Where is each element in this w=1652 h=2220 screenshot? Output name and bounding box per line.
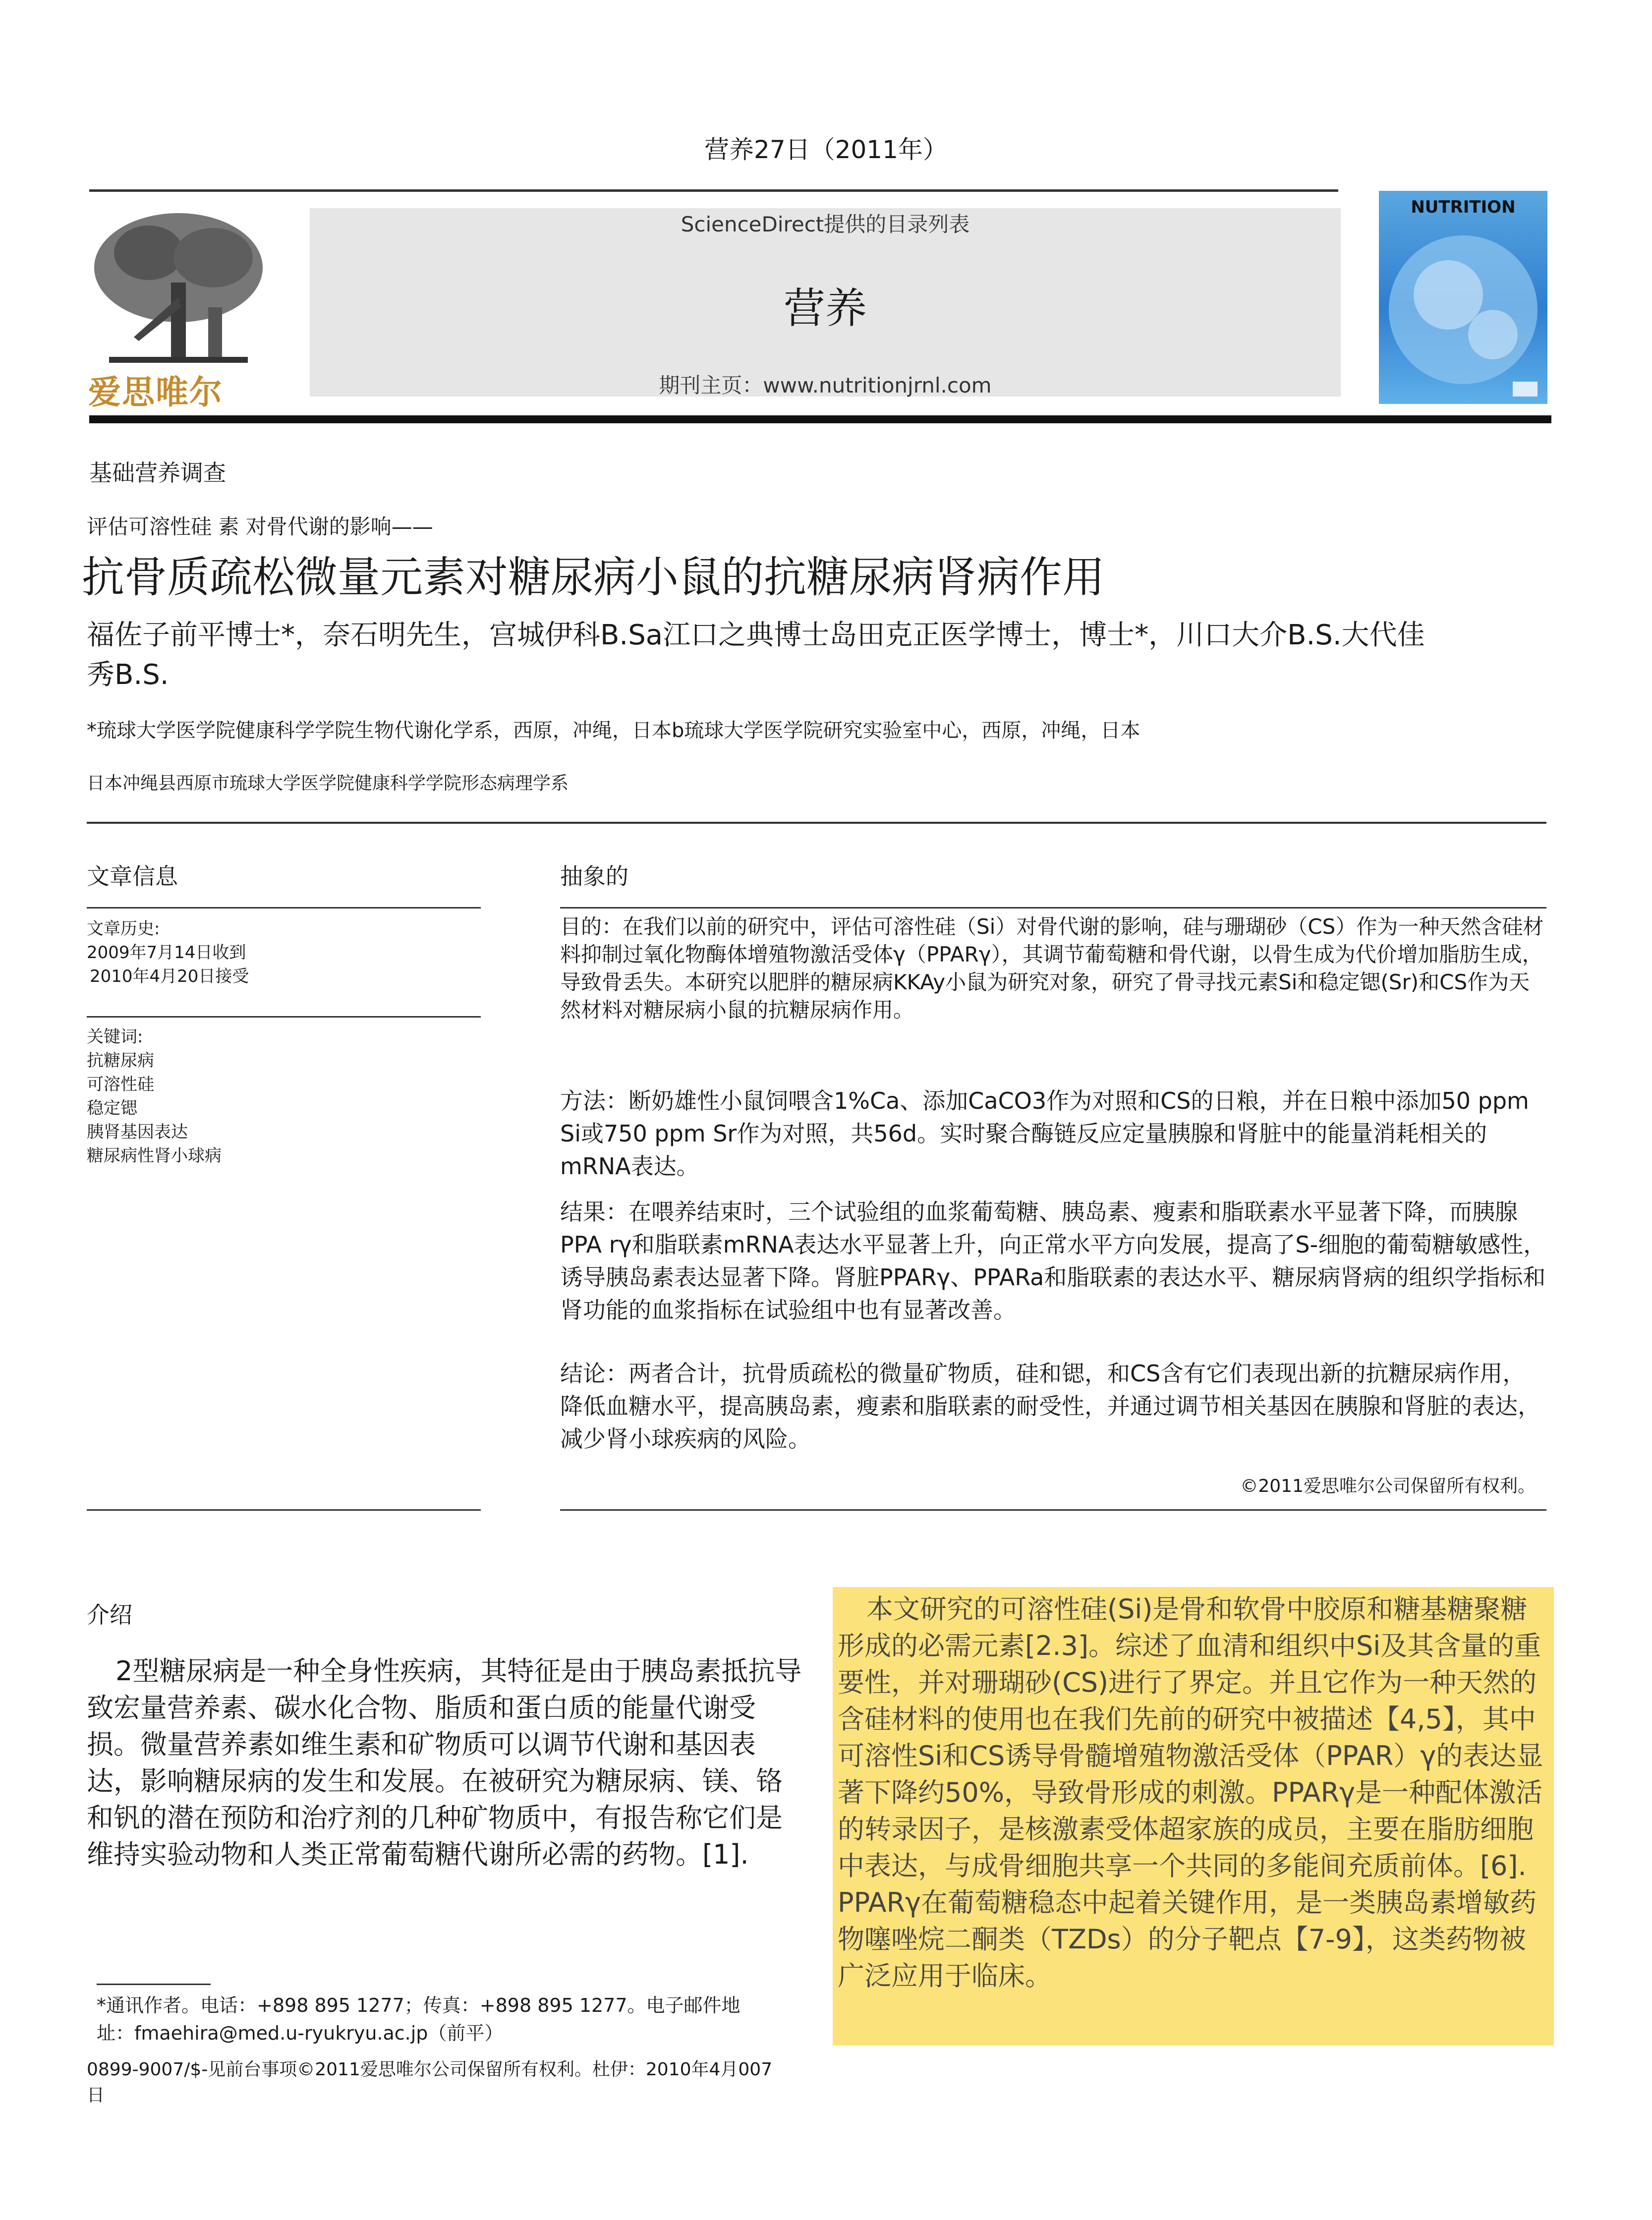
- intro-right-paragraph: 本文研究的可溶性硅(Si)是骨和软骨中胶原和糖基糖聚糖形成的必需元素[2.3]。综述了血清和组织中Si及其含量的重要性，并对珊瑚砂(CS)进行了界定。并且它作为一种天然的含硅材料的使用也在我们先前的研究中被描述【4,5】，其中可溶性Si和CS诱导骨髓增殖物激活受体（PPAR）γ的表达显著下降约50%，导致骨形成的刺激。PPARγ是一种配体激活的转录因子，是核激素受体超家族的成员，主要在脂肪细胞中表达，与成骨细胞共享一个共同的多能间充质前体。[6]. PPARγ在葡萄糖稳态中起着关键作用，是一类胰岛素增敏药物噻唑烷二酮类（TZDs）的分子靶点【7-9】，这类药物被广泛应用于临床。: [838, 1594, 1543, 1992]
- affiliation-2: 日本冲绳县西原市琉球大学医学院健康科学学院形态病理学系: [87, 773, 569, 794]
- intro-heading: 介绍: [87, 1601, 132, 1628]
- abstract-results: 结果：在喂养结束时，三个试验组的血浆葡萄糖、胰岛素、瘦素和脂联素水平显著下降，而胰腺PPA rγ和脂联素mRNA表达水平显著上升，向正常水平方向发展，提高了S-细胞的葡萄糖敏感性，诱导胰岛素表达显著下降。肾脏PPARγ、PPARa和脂联素的表达水平、糖尿病肾病的组织学指标和肾功能的血浆指标在试验组中也有显著改善。: [560, 1198, 1546, 1323]
- article-info-rule: [87, 907, 481, 909]
- article-title: 抗骨质疏松微量元素对糖尿病小鼠的抗糖尿病肾病作用: [82, 553, 1105, 602]
- header-bottom-rule: [89, 415, 1551, 423]
- header-top-rule: [89, 189, 1338, 192]
- abstract-bottom-rule-left: [87, 1509, 481, 1511]
- author-list: 福佐子前平博士*，奈石明先生，宫城伊科B.Sa江口之典博士岛田克正医学博士，博士*，川口大介B.S.大代佳秀B.S.: [87, 619, 1425, 691]
- keywords-label: 关键词:: [87, 1027, 143, 1047]
- history-label: 文章历史:: [87, 919, 160, 939]
- journal-issue: 营养27日（2011年）: [704, 135, 948, 164]
- keyword-item: 糖尿病性肾小球病: [87, 1146, 222, 1166]
- abstract-copyright: ©2011爱思唯尔公司保留所有权利。: [1240, 1476, 1536, 1496]
- publisher-logo-text: 爱思唯尔: [88, 373, 223, 411]
- sciencedirect-line: ScienceDirect提供的目录列表: [681, 212, 970, 236]
- issn-line: 0899-9007/$-见前台事项©2011爱思唯尔公司保留所有权利。杜伊：2010年4月007日: [87, 2059, 773, 2106]
- keyword-item: 可溶性硅: [87, 1075, 154, 1094]
- correspondence-footnote: *通讯作者。电话：+898 895 1277；传真：+898 895 1277。电子邮件地址：fmaehira@med.u-ryukryu.ac.jp（前平）: [97, 1994, 741, 2044]
- footnote-rule: [97, 1984, 211, 1985]
- intro-left-paragraph: 2型糖尿病是一种全身性疾病，其特征是由于胰岛素抵抗导致宏量营养素、碳水化合物、脂质和蛋白质的能量代谢受损。微量营养素如维生素和矿物质可以调节代谢和基因表达，影响糖尿病的发生和发展。在被研究为糖尿病、镁、铬和钒的潜在预防和治疗剂的几种矿物质中，有报告称它们是维持实验动物和人类正常葡萄糖代谢所必需的药物。[1].: [87, 1655, 802, 1870]
- cover-title: NUTRITION: [1411, 197, 1516, 217]
- abstract-objective: 目的：在我们以前的研究中，评估可溶性硅（Si）对骨代谢的影响，硅与珊瑚砂（CS）作为一种天然含硅材料抑制过氧化物酶体增殖物激活受体γ（PPARγ），其调节葡萄糖和骨代谢，以骨生成为代价增加脂肪生成，导致骨丢失。本研究以肥胖的糖尿病KKAy小鼠为研究对象，研究了骨寻找元素Si和稳定锶(Sr)和CS作为天然材料对糖尿病小鼠的抗糖尿病作用。: [560, 914, 1544, 1022]
- article-subtitle: 评估可溶性硅 素 对骨代谢的影响——: [87, 514, 433, 539]
- keyword-item: 胰肾基因表达: [87, 1122, 188, 1142]
- globe-icon: [1379, 191, 1547, 404]
- abstract-heading: 抽象的: [560, 863, 628, 890]
- keyword-item: 稳定锶: [87, 1098, 137, 1118]
- keywords-block: [87, 1025, 222, 1168]
- keyword-item: 抗糖尿病: [87, 1051, 154, 1071]
- journal-homepage[interactable]: 期刊主页：www.nutritionjrnl.com: [659, 373, 992, 398]
- affiliation-1: *琉球大学医学院健康科学学院生物代谢化学系，西原，冲绳，日本b琉球大学医学院研究实验室中心，西原，冲绳，日本: [87, 719, 1140, 742]
- title-divider: [87, 822, 1546, 824]
- abstract-methods: 方法：断奶雄性小鼠饲喂含1%Ca、添加CaCO3作为对照和CS的日粮，并在日粮中添加50 ppm Si或750 ppm Sr作为对照，共56d。实时聚合酶链反应定量胰腺和肾脏中的能量消耗相关的mRNA表达。: [560, 1087, 1529, 1180]
- received-date: 2009年7月14日收到: [87, 943, 246, 963]
- journal-cover: [1379, 191, 1547, 404]
- abstract-conclusion: 结论：两者合计，抗骨质疏松的微量矿物质，硅和锶，和CS含有它们表现出新的抗糖尿病作用，降低血糖水平，提高胰岛素，瘦素和脂联素的耐受性，并通过调节相关基因在胰腺和肾脏的表达，减少肾小球疾病的风险。: [560, 1360, 1540, 1452]
- abstract-bottom-rule-right: [560, 1509, 1546, 1511]
- abstract-rule: [560, 907, 1546, 909]
- article-history: [87, 917, 249, 988]
- keywords-rule: [87, 1016, 481, 1018]
- section-label: 基础营养调查: [89, 459, 226, 486]
- article-info-heading: 文章信息: [87, 863, 178, 890]
- journal-name: 营养: [783, 284, 867, 333]
- accepted-date: 2010年4月20日接受: [90, 967, 249, 986]
